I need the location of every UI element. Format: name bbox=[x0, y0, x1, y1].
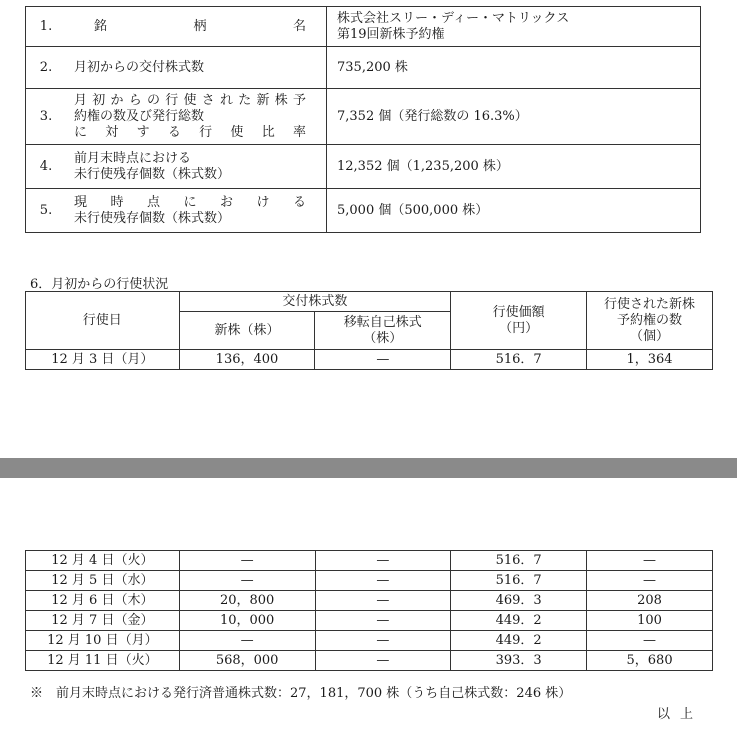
header-date: 行使日 bbox=[26, 292, 180, 350]
header-rights bbox=[587, 292, 713, 350]
label-line: 約権の数及び発行総数 bbox=[74, 108, 205, 124]
label-line: 銘 柄 名 bbox=[94, 18, 306, 34]
row-label bbox=[66, 89, 327, 145]
row-number: 4. bbox=[26, 145, 67, 189]
header-new-shares: 新株（株） bbox=[179, 312, 315, 350]
summary-row-3 bbox=[26, 89, 701, 145]
table-row bbox=[26, 631, 713, 651]
header-line: 行使された新株 bbox=[604, 296, 696, 312]
summary-row-1 bbox=[26, 7, 701, 47]
label-line: 未行使残存個数（株式数） bbox=[74, 166, 231, 182]
cell-new-shares: 20，800 bbox=[179, 591, 315, 611]
cell-date: 12 月 7 日（金） bbox=[26, 611, 180, 631]
cell-date: 12 月 6 日（木） bbox=[26, 591, 180, 611]
cell-rights: 208 bbox=[587, 591, 713, 611]
cell-treasury: — bbox=[315, 591, 451, 611]
header-line: 行使価額 bbox=[492, 304, 545, 320]
cell-new-shares: — bbox=[179, 571, 315, 591]
exercise-table-page1 bbox=[25, 291, 713, 370]
row-value: 5,000 個（500,000 株） bbox=[327, 189, 701, 233]
table-row bbox=[26, 591, 713, 611]
footnote: ※ 前月末時点における発行済普通株式数：27，181，700 株（うち自己株式数：246 株） bbox=[30, 686, 572, 701]
exercise-table-page2 bbox=[25, 550, 713, 671]
value-line: 株式会社スリー・ディー・マトリックス bbox=[337, 10, 570, 26]
summary-table bbox=[25, 6, 701, 233]
row-label bbox=[66, 145, 327, 189]
cell-rights: 5，680 bbox=[587, 651, 713, 671]
summary-row-5 bbox=[26, 189, 701, 233]
header-price bbox=[451, 292, 587, 350]
table-row bbox=[26, 611, 713, 631]
cell-treasury: — bbox=[315, 631, 451, 651]
cell-new-shares: 10，000 bbox=[179, 611, 315, 631]
cell-date: 12 月 3 日（月） bbox=[26, 350, 180, 370]
row-label bbox=[66, 7, 327, 47]
header-treasury bbox=[315, 312, 451, 350]
table-row bbox=[26, 571, 713, 591]
cell-date: 12 月 5 日（水） bbox=[26, 571, 180, 591]
table-row bbox=[26, 551, 713, 571]
cell-rights: 1，364 bbox=[587, 350, 713, 370]
cell-date: 12 月 4 日（火） bbox=[26, 551, 180, 571]
header-line: 移転自己株式 bbox=[343, 314, 422, 330]
cell-date: 12 月 11 日（火） bbox=[26, 651, 180, 671]
row-value: 735,200 株 bbox=[327, 47, 701, 89]
section-title: 6．月初からの行使状況 bbox=[30, 277, 169, 292]
page-break-divider bbox=[0, 458, 737, 478]
closing-mark: 以上 bbox=[657, 707, 704, 722]
cell-price: 393．3 bbox=[451, 651, 587, 671]
row-label bbox=[66, 47, 327, 89]
cell-rights: — bbox=[587, 631, 713, 651]
label-line: 前月末時点における bbox=[74, 150, 192, 166]
cell-treasury: — bbox=[315, 571, 451, 591]
row-value bbox=[327, 7, 701, 47]
row-value: 12,352 個（1,235,200 株） bbox=[327, 145, 701, 189]
header-issued-group: 交付株式数 bbox=[179, 292, 451, 312]
label-line: に対する行使比率 bbox=[74, 124, 306, 140]
cell-price: 469．3 bbox=[451, 591, 587, 611]
table-row bbox=[26, 651, 713, 671]
cell-price: 516．7 bbox=[451, 571, 587, 591]
cell-price: 516．7 bbox=[451, 350, 587, 370]
cell-date: 12 月 10 日（月） bbox=[26, 631, 180, 651]
cell-treasury: — bbox=[315, 551, 451, 571]
row-number: 5. bbox=[26, 189, 67, 233]
row-value: 7,352 個（発行総数の 16.3%） bbox=[327, 89, 701, 145]
row-number: 2. bbox=[26, 47, 67, 89]
cell-rights: 100 bbox=[587, 611, 713, 631]
summary-row-4 bbox=[26, 145, 701, 189]
row-number: 1. bbox=[26, 7, 67, 47]
cell-rights: — bbox=[587, 571, 713, 591]
header-line: 予約権の数 bbox=[617, 312, 683, 328]
cell-treasury: — bbox=[315, 611, 451, 631]
cell-new-shares: — bbox=[179, 551, 315, 571]
table-row bbox=[26, 350, 713, 370]
cell-price: 516．7 bbox=[451, 551, 587, 571]
cell-new-shares: 136，400 bbox=[179, 350, 315, 370]
cell-treasury: — bbox=[315, 350, 451, 370]
cell-new-shares: — bbox=[179, 631, 315, 651]
header-line: （円） bbox=[499, 320, 539, 336]
label-line: 月初からの交付株式数 bbox=[74, 59, 205, 75]
row-label bbox=[66, 189, 327, 233]
header-row bbox=[26, 292, 713, 312]
label-line: 月初からの行使された新株予 bbox=[74, 92, 306, 108]
label-line: 現時点における bbox=[74, 194, 306, 210]
value-line: 第19回新株予約権 bbox=[337, 26, 445, 42]
cell-price: 449．2 bbox=[451, 631, 587, 651]
header-line: （個） bbox=[630, 328, 670, 344]
cell-treasury: — bbox=[315, 651, 451, 671]
cell-price: 449．2 bbox=[451, 611, 587, 631]
header-line: （株） bbox=[363, 330, 403, 346]
label-line: 未行使残存個数（株式数） bbox=[74, 210, 231, 226]
cell-new-shares: 568，000 bbox=[179, 651, 315, 671]
row-number: 3. bbox=[26, 89, 67, 145]
cell-rights: — bbox=[587, 551, 713, 571]
summary-row-2 bbox=[26, 47, 701, 89]
